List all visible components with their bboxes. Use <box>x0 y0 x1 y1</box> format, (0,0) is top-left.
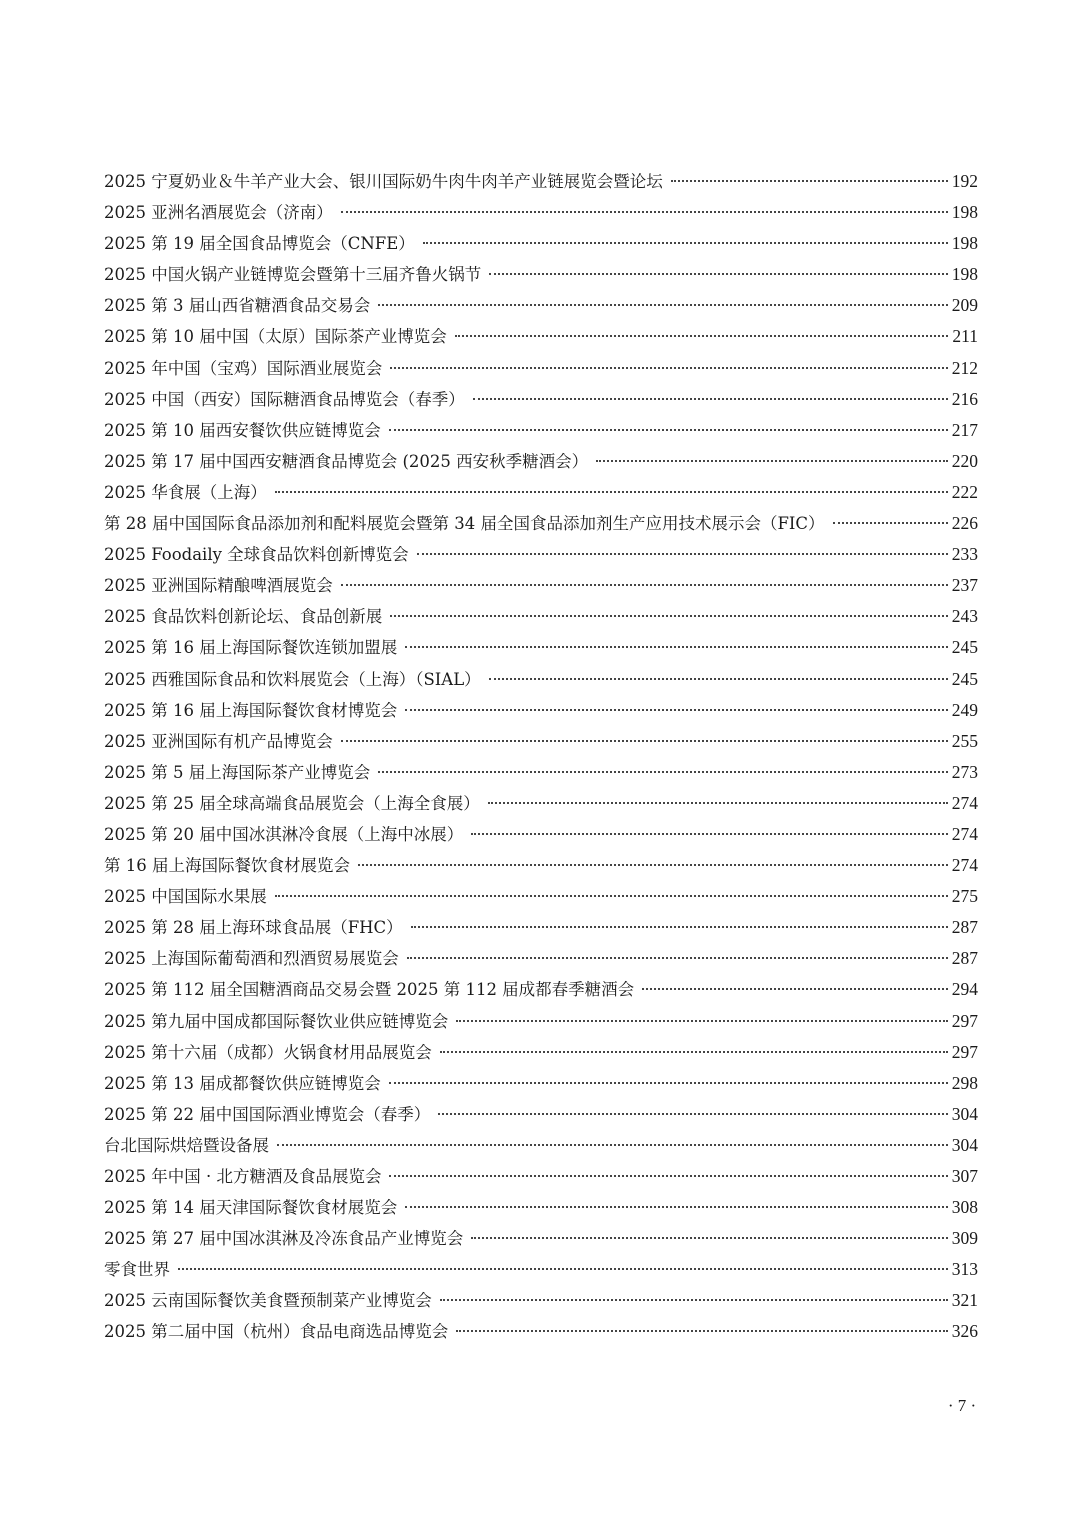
toc-entry-title: 2025 华食展（上海） <box>104 482 267 502</box>
toc-entry-page: 274 <box>951 792 978 813</box>
dot-leader <box>389 1082 948 1084</box>
toc-entry[interactable] <box>104 446 978 477</box>
toc-entry-page: 297 <box>951 1010 978 1031</box>
toc-entry-page: 222 <box>951 481 978 502</box>
toc-entry[interactable] <box>104 477 978 508</box>
toc-entry[interactable] <box>104 228 978 259</box>
toc-entry[interactable] <box>104 1006 978 1037</box>
toc-entry-title: 2025 第 13 届成都餐饮供应链博览会 <box>104 1073 381 1093</box>
toc-entry[interactable] <box>104 1099 978 1130</box>
toc-entry-title: 2025 第 28 届上海环球食品展（FHC） <box>104 918 403 938</box>
dot-leader <box>178 1268 948 1270</box>
toc-entry-title: 2025 第 3 届山西省糖酒食品交易会 <box>104 296 371 316</box>
toc-entry[interactable] <box>104 664 978 695</box>
toc-entry-title: 2025 第 25 届全球高端食品展览会（上海全食展） <box>104 793 480 813</box>
toc-entry-page: 308 <box>951 1197 978 1218</box>
toc-entry-page: 211 <box>952 326 978 347</box>
toc-entry[interactable] <box>104 788 978 819</box>
toc-entry-page: 209 <box>951 295 978 316</box>
toc-entry-title: 2025 第 112 届全国糖酒商品交易会暨 2025 第 112 届成都春季糖酒会 <box>104 980 635 1000</box>
toc-entry-title: 2025 宁夏奶业＆牛羊产业大会、银川国际奶牛肉牛肉羊产业链展览会暨论坛 <box>104 172 663 191</box>
toc-entry-title: 2025 第 5 届上海国际茶产业博览会 <box>104 762 371 782</box>
toc-entry-page: 237 <box>951 575 978 596</box>
dot-leader <box>671 180 948 182</box>
page-number: · 7 · <box>947 1396 977 1415</box>
toc-entry-page: 294 <box>951 979 978 1000</box>
toc-entry-page: 274 <box>951 855 978 876</box>
toc-entry-page: 245 <box>951 668 978 689</box>
dot-leader <box>471 1237 948 1239</box>
toc-entry-title: 2025 中国火锅产业链博览会暨第十三届齐鲁火锅节 <box>104 265 482 285</box>
toc-entry[interactable] <box>104 912 978 943</box>
toc-entry-title: 2025 第 20 届中国冰淇淋冷食展（上海中冰展） <box>104 824 464 844</box>
dot-leader <box>411 926 948 928</box>
dot-leader <box>405 1206 948 1208</box>
toc-entry[interactable] <box>104 1223 978 1254</box>
toc-entry-title: 2025 第 10 届中国（太原）国际茶产业博览会 <box>104 327 447 347</box>
dot-leader <box>488 802 948 804</box>
dot-leader <box>390 367 948 369</box>
toc-entry[interactable] <box>104 757 978 788</box>
dot-leader <box>389 1175 947 1177</box>
dot-leader <box>455 335 949 337</box>
dot-leader <box>438 1113 948 1115</box>
toc-entry[interactable] <box>104 1068 978 1099</box>
toc-entry-title: 2025 亚洲国际精酿啤酒展览会 <box>104 576 333 596</box>
dot-leader <box>389 429 948 431</box>
toc-entry-title: 台北国际烘焙暨设备展 <box>104 1135 269 1155</box>
toc-entry-title: 2025 第十六届（成都）火锅食材用品展览会 <box>104 1042 432 1062</box>
toc-entry-page: 198 <box>951 202 978 223</box>
toc-entry[interactable] <box>104 415 978 446</box>
dot-leader <box>642 988 948 990</box>
toc-entry-title: 2025 第 16 届上海国际餐饮食材博览会 <box>104 700 398 720</box>
toc-entry[interactable] <box>104 1161 978 1192</box>
toc-entry-title: 第 16 届上海国际餐饮食材展览会 <box>104 856 350 876</box>
toc-entry[interactable] <box>104 943 978 974</box>
toc-entry-title: 第 28 届中国国际食品添加剂和配料展览会暨第 34 届全国食品添加剂生产应用技术展示会（FIC） <box>104 514 825 534</box>
dot-leader <box>405 709 948 711</box>
dot-leader <box>596 460 948 462</box>
toc-entry-title: 零食世界 <box>104 1260 170 1280</box>
toc-entry-page: 274 <box>951 823 978 844</box>
toc-entry[interactable] <box>104 819 978 850</box>
dot-leader <box>275 491 948 493</box>
toc-entry-title: 2025 第 10 届西安餐饮供应链博览会 <box>104 420 381 440</box>
toc-entry-title: 2025 年中国 · 北方糖酒及食品展览会 <box>104 1167 382 1186</box>
toc-entry-page: 287 <box>951 948 978 969</box>
toc-entry-page: 304 <box>951 1134 978 1155</box>
toc-entry-title: 2025 第二届中国（杭州）食品电商选品博览会 <box>104 1322 449 1342</box>
toc-entry[interactable] <box>104 539 978 570</box>
toc-entry-page: 298 <box>951 1072 978 1093</box>
toc-entry-page: 198 <box>951 233 978 254</box>
toc-entry-page: 273 <box>951 761 978 782</box>
toc-entry-title: 2025 第 16 届上海国际餐饮连锁加盟展 <box>104 638 398 658</box>
toc-entry-page: 326 <box>951 1321 978 1342</box>
toc-entry-page: 313 <box>951 1259 978 1280</box>
table-of-contents <box>104 166 978 1348</box>
toc-entry-page: 287 <box>951 917 978 938</box>
dot-leader <box>341 211 948 213</box>
toc-entry-title: 2025 西雅国际食品和饮料展览会（上海）（SIAL） <box>104 669 481 689</box>
toc-entry-title: 2025 Foodaily 全球食品饮料创新博览会 <box>104 545 409 565</box>
toc-entry-title: 2025 上海国际葡萄酒和烈酒贸易展览会 <box>104 949 399 969</box>
dot-leader <box>456 1020 948 1022</box>
toc-entry-page: 220 <box>951 450 978 471</box>
toc-entry[interactable] <box>104 881 978 912</box>
toc-entry[interactable] <box>104 850 978 881</box>
dot-leader <box>405 646 948 648</box>
toc-entry[interactable] <box>104 259 978 290</box>
toc-entry[interactable] <box>104 726 978 757</box>
toc-entry[interactable] <box>104 570 978 601</box>
toc-entry[interactable] <box>104 1316 978 1347</box>
dot-leader <box>489 678 948 680</box>
toc-entry-page: 275 <box>951 886 978 907</box>
toc-entry-page: 217 <box>951 419 978 440</box>
toc-entry-title: 2025 第 19 届全国食品博览会（CNFE） <box>104 234 415 254</box>
toc-entry-title: 2025 第 14 届天津国际餐饮食材展览会 <box>104 1198 398 1218</box>
dot-leader <box>417 553 948 555</box>
toc-entry-title: 2025 中国国际水果展 <box>104 887 267 907</box>
toc-entry[interactable] <box>104 1130 978 1161</box>
toc-entry-page: 309 <box>951 1228 978 1249</box>
toc-entry[interactable] <box>104 290 978 321</box>
dot-leader <box>833 522 948 524</box>
toc-entry-page: 307 <box>951 1166 978 1186</box>
dot-leader <box>471 833 948 835</box>
toc-entry-page: 198 <box>951 264 978 285</box>
toc-entry-title: 2025 年中国（宝鸡）国际酒业展览会 <box>104 358 383 378</box>
toc-entry-page: 321 <box>951 1290 978 1311</box>
dot-leader <box>473 398 948 400</box>
toc-entry[interactable] <box>104 1037 978 1068</box>
dot-leader <box>390 615 948 617</box>
toc-entry[interactable] <box>104 974 978 1005</box>
toc-entry[interactable] <box>104 1285 978 1316</box>
toc-entry[interactable] <box>104 695 978 726</box>
dot-leader <box>407 957 948 959</box>
dot-leader <box>341 584 948 586</box>
toc-entry-title: 2025 第 22 届中国国际酒业博览会（春季） <box>104 1104 431 1124</box>
dot-leader <box>275 895 948 897</box>
toc-entry-title: 2025 亚洲国际有机产品博览会 <box>104 731 333 751</box>
toc-entry[interactable] <box>104 1192 978 1223</box>
toc-entry[interactable] <box>104 508 978 539</box>
toc-entry-page: 297 <box>951 1041 978 1062</box>
toc-entry-page: 212 <box>951 357 978 378</box>
toc-entry-page: 192 <box>951 171 978 191</box>
dot-leader <box>358 864 948 866</box>
toc-entry-title: 2025 第 27 届中国冰淇淋及冷冻食品产业博览会 <box>104 1229 464 1249</box>
toc-entry-page: 255 <box>951 730 978 751</box>
dot-leader <box>423 242 948 244</box>
dot-leader <box>378 304 948 306</box>
toc-entry-title: 2025 第 17 届中国西安糖酒食品博览会 (2025 西安秋季糖酒会） <box>104 451 589 471</box>
dot-leader <box>277 1144 948 1146</box>
toc-entry-page: 245 <box>951 637 978 658</box>
toc-entry-page: 216 <box>951 388 978 409</box>
dot-leader <box>489 273 948 275</box>
toc-entry-page: 249 <box>951 699 978 720</box>
toc-entry[interactable] <box>104 353 978 384</box>
toc-entry-title: 2025 食品饮料创新论坛、食品创新展 <box>104 607 383 627</box>
dot-leader <box>456 1330 948 1332</box>
toc-entry-title: 2025 亚洲名酒展览会（济南） <box>104 203 333 223</box>
dot-leader <box>341 740 948 742</box>
toc-entry[interactable] <box>104 1254 978 1285</box>
toc-entry-page: 226 <box>951 513 978 534</box>
toc-entry-page: 243 <box>951 606 978 627</box>
toc-entry-title: 2025 中国（西安）国际糖酒食品博览会（春季） <box>104 389 465 409</box>
dot-leader <box>440 1299 948 1301</box>
toc-entry-title: 2025 云南国际餐饮美食暨预制菜产业博览会 <box>104 1291 432 1311</box>
toc-entry[interactable] <box>104 321 978 352</box>
dot-leader <box>378 771 948 773</box>
toc-entry[interactable] <box>104 166 978 197</box>
toc-entry[interactable] <box>104 384 978 415</box>
toc-entry-title: 2025 第九届中国成都国际餐饮业供应链博览会 <box>104 1011 449 1031</box>
toc-entry[interactable] <box>104 601 978 632</box>
toc-entry-page: 233 <box>951 544 978 565</box>
toc-entry[interactable] <box>104 197 978 228</box>
dot-leader <box>440 1051 948 1053</box>
toc-entry[interactable] <box>104 632 978 663</box>
toc-entry-page: 304 <box>951 1103 978 1124</box>
